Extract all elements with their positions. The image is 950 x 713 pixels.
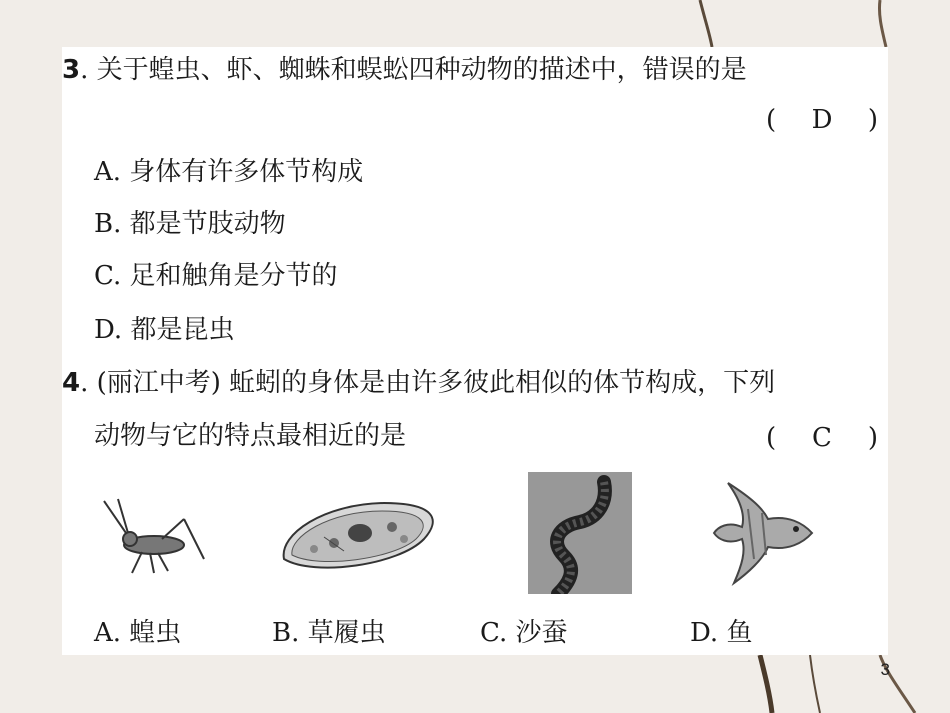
q3-answer-bracket: ( D ) (766, 105, 878, 135)
q4-answer-bracket: ( C ) (766, 423, 878, 453)
q4-option-a-label: A. 蝗虫 (94, 618, 182, 648)
q3-stem: 3. 关于蝗虫、虾、蜘蛛和蜈蚣四种动物的描述中，错误的是 (62, 55, 747, 85)
q4-answer: C (812, 423, 832, 453)
q3-option-a: A. 身体有许多体节构成 (94, 157, 364, 187)
sandworm-icon (528, 472, 632, 594)
q3-answer: D (811, 105, 833, 135)
q3-number: 3 (62, 55, 81, 85)
q4-stem-line1: 4. (丽江中考) 蚯蚓的身体是由许多彼此相似的体节构成，下列 (62, 368, 776, 398)
q3-option-b: B. 都是节肢动物 (94, 209, 286, 239)
grasshopper-icon (92, 497, 214, 577)
q4-option-b-label: B. 草履虫 (272, 618, 386, 648)
q4-number: 4 (62, 368, 81, 398)
q3-option-c: C. 足和触角是分节的 (94, 261, 338, 291)
question-card (62, 47, 888, 655)
page-number: 3 (880, 660, 890, 679)
q4-option-d-label: D. 鱼 (690, 618, 753, 648)
q3-option-d: D. 都是昆虫 (94, 315, 235, 345)
fish-icon (708, 479, 818, 587)
q4-option-c-label: C. 沙蚕 (480, 618, 568, 648)
paramecium-icon (274, 499, 444, 575)
q4-stem-line2: 动物与它的特点最相近的是 (94, 421, 407, 451)
